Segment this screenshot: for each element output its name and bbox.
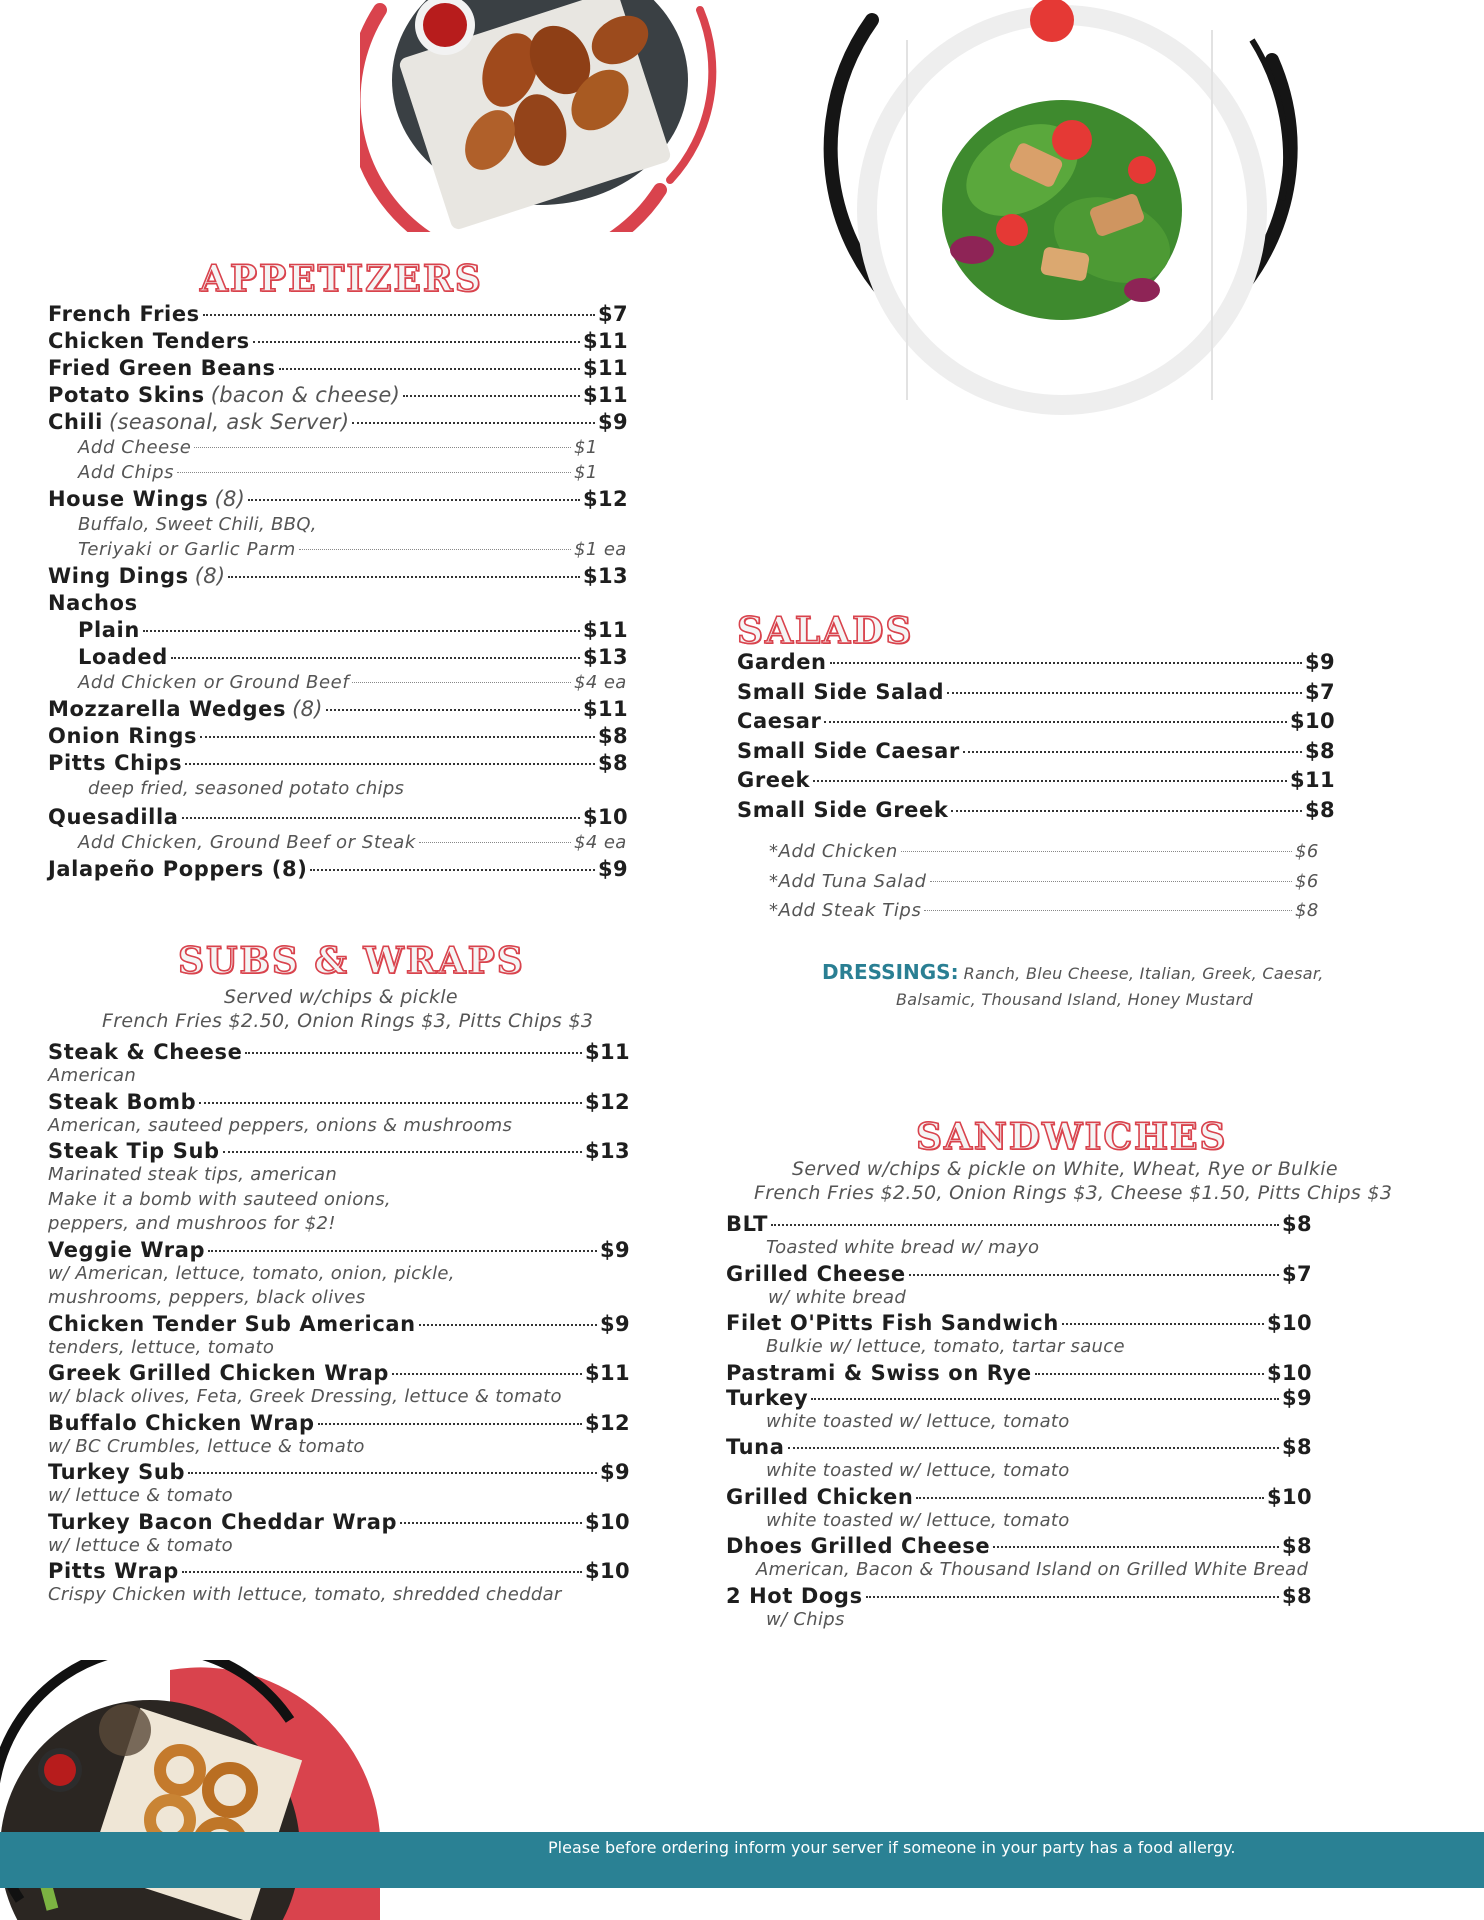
dot-leader: [924, 910, 1292, 911]
menu-item: [737, 650, 1335, 680]
menu-item: [726, 1386, 1312, 1411]
item-name: Small Side Caesar: [737, 738, 960, 763]
dot-leader: [182, 817, 580, 819]
addon-name: *Add Steak Tips: [769, 900, 922, 921]
menu-item: [48, 1559, 630, 1584]
item-price: $10: [1266, 1360, 1312, 1385]
appetizers-list: [48, 302, 628, 884]
dot-leader: [245, 1052, 581, 1054]
item-description: American, sauteed peppers, onions & mushrooms: [48, 1114, 513, 1136]
dot-leader: [200, 736, 595, 738]
menu-item: [48, 857, 628, 884]
item-name: Chili: [48, 410, 103, 434]
chicken-wings-photo: [360, 0, 720, 232]
item-description: w/ white bread: [768, 1286, 907, 1308]
dot-leader: [352, 422, 595, 424]
menu-item: [48, 1238, 630, 1263]
addon-name: Add Chicken or Ground Beef: [78, 672, 350, 693]
item-price: $8: [1304, 797, 1335, 822]
menu-item: [48, 724, 628, 751]
item-price: $9: [1281, 1385, 1312, 1410]
dot-leader: [208, 1250, 597, 1252]
dot-leader: [811, 1398, 1279, 1400]
item-price: $11: [582, 618, 628, 642]
menu-item: [48, 1510, 630, 1535]
menu-item: [726, 1435, 1312, 1460]
menu-item: [48, 356, 628, 383]
item-price: $11: [582, 356, 628, 380]
sandwiches-title: SANDWICHES: [916, 1116, 1228, 1158]
item-name: Turkey Sub: [48, 1460, 186, 1484]
dot-leader: [143, 630, 580, 632]
menu-addon: [769, 871, 1335, 901]
allergy-notice: Please before ordering inform your server if someone in your party has a food allergy.: [548, 1838, 1236, 1857]
menu-addon: [48, 539, 628, 564]
menu-item: [48, 1411, 630, 1436]
dot-leader: [1035, 1373, 1264, 1375]
subs-list: [48, 1040, 630, 1609]
menu-item: [48, 751, 628, 778]
sandwiches-subtitle: Served w/chips & pickle on White, Wheat, Rye or Bulkie: [792, 1158, 1338, 1180]
item-name: House Wings: [48, 487, 209, 511]
item-name: Pitts Wrap: [48, 1559, 179, 1583]
dot-leader: [788, 1447, 1279, 1449]
addon-price: $1 ea: [574, 539, 627, 560]
item-name: French Fries: [48, 302, 200, 326]
item-description: Crispy Chicken with lettuce, tomato, shredded cheddar: [48, 1584, 562, 1605]
dot-leader: [326, 709, 580, 711]
item-name: 2 Hot Dogs: [726, 1583, 863, 1608]
menu-item: [48, 697, 628, 724]
salad-plate-photo: [812, 0, 1312, 450]
item-name: Small Side Greek: [737, 797, 949, 822]
menu-item: [48, 1139, 630, 1164]
dot-leader: [771, 1224, 1279, 1226]
item-price: $7: [597, 302, 628, 326]
item-note: (8): [214, 487, 246, 511]
item-price: $12: [582, 487, 628, 511]
menu-item: [737, 768, 1335, 798]
addon-name: Add Cheese: [78, 437, 192, 458]
dressings-list: Ranch, Bleu Cheese, Italian, Greek, Caesar,: [963, 964, 1324, 983]
item-name: BLT: [726, 1212, 769, 1236]
addon-name: Add Chips: [78, 462, 175, 483]
dot-leader: [400, 1522, 582, 1524]
item-name: Tuna: [726, 1435, 785, 1459]
item-price: $8: [597, 724, 628, 748]
subs-subtitle: Served w/chips & pickle: [224, 986, 458, 1008]
menu-item: [48, 383, 628, 410]
item-name: Steak Tip Sub: [48, 1139, 220, 1163]
item-description: w/ lettuce & tomato: [48, 1534, 233, 1556]
item-name: Garden: [737, 650, 827, 674]
item-price: $10: [1266, 1484, 1312, 1509]
menu-item: [737, 798, 1335, 828]
dressings: [822, 960, 1324, 984]
dot-leader: [909, 1274, 1279, 1276]
menu-item: [726, 1262, 1312, 1287]
menu-item: [48, 1460, 630, 1485]
item-description: Bulkie w/ lettuce, tomato, tartar sauce: [766, 1336, 1125, 1357]
item-price: $11: [582, 329, 628, 353]
item-price: $10: [584, 1559, 630, 1583]
menu-item: [48, 618, 628, 645]
addon-price: $6: [1295, 841, 1319, 862]
item-name: Dhoes Grilled Cheese: [726, 1534, 991, 1558]
item-price: $9: [599, 1311, 630, 1336]
dot-leader: [253, 341, 580, 343]
menu-item: [48, 487, 628, 514]
item-price: $9: [1304, 650, 1335, 674]
dot-leader: [947, 692, 1302, 694]
dot-leader: [824, 721, 1287, 723]
menu-item: [737, 680, 1335, 710]
item-description: Make it a bomb with sauteed onions,: [48, 1188, 391, 1210]
menu-item: [48, 591, 628, 618]
dot-leader: [901, 851, 1292, 852]
dot-leader: [1062, 1323, 1264, 1325]
appetizers-title: APPETIZERS: [200, 258, 483, 300]
menu-item: [726, 1311, 1312, 1336]
addon-name: Teriyaki or Garlic Parm: [78, 539, 296, 560]
item-description: deep fried, seasoned potato chips: [88, 778, 405, 799]
item-price: $9: [597, 410, 628, 434]
dot-leader: [185, 763, 595, 765]
addon-name: Add Chicken, Ground Beef or Steak: [78, 832, 416, 853]
menu-item: [48, 564, 628, 591]
item-price: $12: [584, 1410, 630, 1435]
item-price: $11: [584, 1040, 630, 1064]
item-name: Loaded: [78, 645, 168, 669]
dot-leader: [830, 662, 1302, 664]
item-price: $11: [582, 383, 628, 407]
item-description: w/ black olives, Feta, Greek Dressing, lettuce & tomato: [48, 1386, 562, 1407]
item-price: $10: [1266, 1311, 1312, 1335]
dot-leader: [419, 1324, 597, 1326]
dot-leader: [392, 1373, 582, 1375]
item-description: w/ Chips: [766, 1608, 845, 1630]
item-name: Onion Rings: [48, 724, 198, 748]
addon-price: $8: [1295, 900, 1319, 921]
menu-addon: [48, 832, 628, 857]
menu-item: [48, 1312, 630, 1337]
item-description: w/ BC Crumbles, lettuce & tomato: [48, 1435, 365, 1457]
item-description: white toasted w/ lettuce, tomato: [766, 1460, 1070, 1481]
item-description: Marinated steak tips, american: [48, 1164, 338, 1185]
menu-item: [48, 805, 628, 832]
salads-list: [737, 650, 1335, 930]
item-name: Grilled Cheese: [726, 1261, 906, 1286]
menu-item: [726, 1212, 1312, 1237]
menu-item: [48, 1090, 630, 1115]
menu-item: [48, 645, 628, 672]
dot-leader: [403, 395, 580, 397]
item-description: American, Bacon & Thousand Island on Grilled White Bread: [756, 1559, 1309, 1580]
dot-leader: [813, 780, 1287, 782]
item-name: Steak & Cheese: [48, 1040, 243, 1064]
menu-item: [48, 1040, 630, 1065]
item-description: white toasted w/ lettuce, tomato: [766, 1410, 1070, 1432]
dot-leader: [352, 682, 571, 683]
dot-leader: [171, 657, 580, 659]
item-name: Greek: [737, 768, 811, 792]
item-price: $10: [1289, 709, 1335, 733]
menu-item: [726, 1534, 1312, 1559]
item-description: w/ American, lettuce, tomato, onion, pickle,: [48, 1262, 455, 1284]
dot-leader: [930, 881, 1292, 882]
item-note: (8): [292, 697, 323, 721]
item-note: (bacon & cheese): [210, 383, 401, 407]
salad-addons: [737, 841, 1335, 930]
dot-leader: [223, 1151, 582, 1153]
item-price: $11: [582, 697, 628, 721]
item-price: $8: [1281, 1435, 1312, 1459]
item-description: American: [48, 1065, 137, 1086]
item-price: $13: [584, 1139, 630, 1163]
addon-name: *Add Tuna Salad: [769, 870, 927, 892]
item-note: (8): [194, 564, 226, 588]
item-name: Fried Green Beans: [48, 356, 276, 380]
item-name: Turkey: [726, 1385, 809, 1410]
item-description: Toasted white bread w/ mayo: [766, 1237, 1040, 1258]
dot-leader: [310, 869, 595, 871]
item-name: Greek Grilled Chicken Wrap: [48, 1361, 389, 1385]
dot-leader: [182, 1571, 582, 1573]
dot-leader: [228, 576, 580, 578]
dot-leader: [963, 751, 1302, 753]
item-price: $8: [1304, 738, 1335, 763]
item-price: $7: [1281, 1261, 1312, 1286]
item-name: Chicken Tender Sub American: [48, 1311, 416, 1336]
menu-addon: [769, 841, 1335, 871]
item-name: Pitts Chips: [48, 751, 183, 775]
item-price: $9: [599, 1460, 630, 1484]
addon-name: *Add Chicken: [769, 841, 898, 862]
addon-price: $1: [574, 462, 598, 483]
item-price: $10: [584, 1509, 630, 1534]
item-name: Filet O'Pitts Fish Sandwich: [726, 1311, 1059, 1335]
item-price: $11: [1289, 768, 1335, 792]
item-note: (seasonal, ask Server): [108, 410, 350, 434]
menu-item: [48, 329, 628, 356]
dot-leader: [866, 1596, 1279, 1598]
item-description: Buffalo, Sweet Chili, BBQ,: [78, 514, 317, 535]
item-price: $8: [1281, 1212, 1312, 1236]
dot-leader: [194, 447, 571, 448]
subs-side-prices: French Fries $2.50, Onion Rings $3, Pitts Chips $3: [102, 1010, 594, 1032]
dot-leader: [951, 810, 1302, 812]
item-description: peppers, and mushroos for $2!: [48, 1213, 336, 1234]
item-price: $7: [1304, 679, 1335, 704]
item-name: Nachos: [48, 591, 138, 615]
item-price: $9: [599, 1237, 630, 1262]
dot-leader: [299, 549, 571, 550]
menu-item: [726, 1485, 1312, 1510]
item-name: Steak Bomb: [48, 1089, 197, 1114]
item-price: $9: [597, 857, 628, 881]
dot-leader: [199, 1102, 582, 1104]
item-price: $10: [582, 805, 628, 829]
item-name: Veggie Wrap: [48, 1237, 206, 1262]
item-name: Turkey Bacon Cheddar Wrap: [48, 1509, 398, 1534]
dressings-label: DRESSINGS:: [822, 960, 959, 984]
addon-price: $4 ea: [574, 672, 627, 693]
addon-price: $6: [1295, 870, 1319, 892]
addon-price: $4 ea: [574, 832, 627, 853]
dot-leader: [993, 1546, 1279, 1548]
item-name: Plain: [78, 618, 140, 642]
menu-item: [48, 302, 628, 329]
item-name: Grilled Chicken: [726, 1484, 914, 1509]
dot-leader: [248, 499, 580, 501]
dot-leader: [203, 314, 595, 316]
item-name: Mozzarella Wedges: [48, 697, 287, 721]
dot-leader: [916, 1497, 1264, 1499]
dot-leader: [279, 368, 580, 370]
dot-leader: [419, 842, 571, 843]
addon-price: $1: [574, 437, 598, 458]
item-name: Jalapeño Poppers (8): [48, 857, 308, 881]
menu-item: [737, 739, 1335, 769]
item-price: $8: [1281, 1583, 1312, 1608]
salads-title: SALADS: [737, 610, 914, 652]
dot-leader: [177, 472, 571, 473]
item-price: $8: [597, 751, 628, 775]
item-name: Caesar: [737, 709, 822, 733]
item-name: Small Side Salad: [737, 679, 945, 704]
menu-item: [726, 1361, 1312, 1386]
menu-item: [726, 1584, 1312, 1609]
item-name: Pastrami & Swiss on Rye: [726, 1360, 1032, 1385]
item-name: Chicken Tenders: [48, 329, 250, 353]
menu-addon: [48, 462, 628, 487]
sandwiches-list: [726, 1212, 1312, 1633]
sandwiches-side-prices: French Fries $2.50, Onion Rings $3, Cheese $1.50, Pitts Chips $3: [754, 1182, 1393, 1204]
item-price: $11: [584, 1361, 630, 1385]
dot-leader: [188, 1472, 597, 1474]
menu-item: [737, 709, 1335, 739]
item-name: Potato Skins: [48, 383, 205, 407]
dot-leader: [318, 1423, 582, 1425]
menu-item: [48, 410, 628, 437]
menu-item: [48, 1361, 630, 1386]
item-name: Quesadilla: [48, 805, 179, 829]
item-description: tenders, lettuce, tomato: [48, 1336, 275, 1358]
item-price: $12: [584, 1089, 630, 1114]
dressings-list-continued: Balsamic, Thousand Island, Honey Mustard: [896, 990, 1253, 1009]
menu-addon: [48, 437, 628, 462]
subs-title: SUBS & WRAPS: [178, 940, 525, 982]
menu-addon: [769, 900, 1335, 930]
item-name: Wing Dings: [48, 564, 189, 588]
item-price: $13: [582, 645, 628, 669]
menu-addon: [48, 672, 628, 697]
item-description: mushrooms, peppers, black olives: [48, 1287, 366, 1308]
item-price: $13: [582, 564, 628, 588]
item-price: $8: [1281, 1534, 1312, 1558]
item-description: w/ lettuce & tomato: [48, 1485, 233, 1506]
item-description: white toasted w/ lettuce, tomato: [766, 1509, 1070, 1531]
item-name: Buffalo Chicken Wrap: [48, 1410, 315, 1435]
